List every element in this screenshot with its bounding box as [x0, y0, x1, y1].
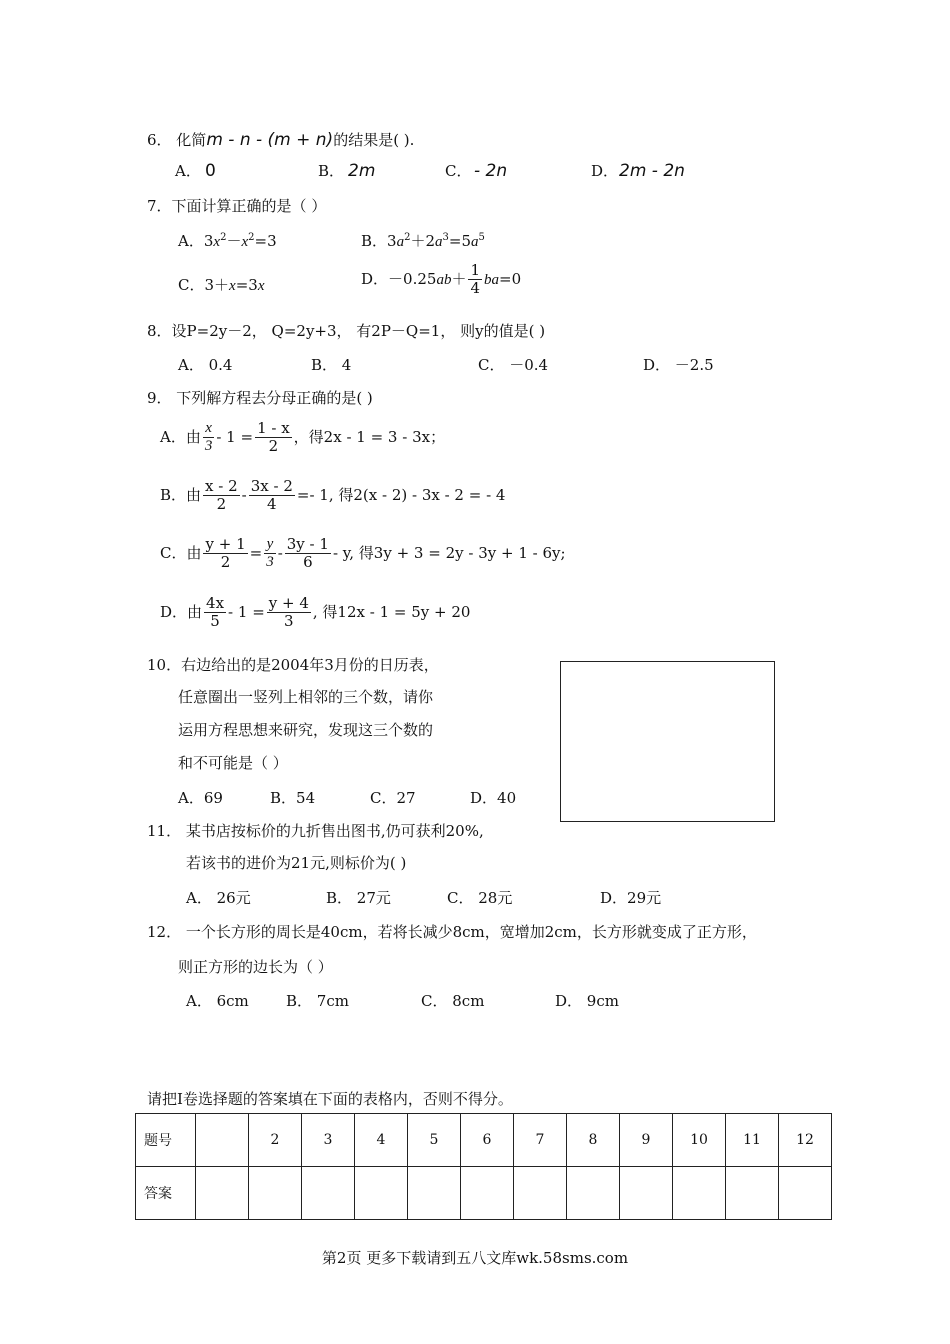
- q10-option-a: A．69: [178, 789, 223, 807]
- answer-cell[interactable]: [567, 1167, 620, 1220]
- q9-option-a: A．由 $\frac{x}{3}$ - 1 = $\frac{1 - x}{2}$ ，得2x - 1 = 3 - 3x；: [160, 419, 446, 456]
- question-10-line-3: 运用方程思想来研究，发现这三个数的: [178, 721, 434, 739]
- q7-option-b: B．$3a^2+2a^3=5a^5$: [361, 232, 485, 250]
- table-cell: 8: [567, 1114, 620, 1167]
- q10-option-d: D．40: [470, 789, 517, 807]
- q12-option-d: D． 9cm: [555, 992, 619, 1010]
- question-10-line-1: 10．右边给出的是2004年3月份的日历表，: [147, 656, 439, 674]
- q6-option-d-value: 2m - 2n: [619, 161, 685, 181]
- answer-cell[interactable]: [726, 1167, 779, 1220]
- table-cell: 11: [726, 1114, 779, 1167]
- answer-cell[interactable]: [461, 1167, 514, 1220]
- q11-option-a: A． 26元: [186, 889, 251, 907]
- q8-option-b: B． 4: [311, 356, 352, 374]
- table-cell: 7: [514, 1114, 567, 1167]
- table-cell: 4: [355, 1114, 408, 1167]
- question-9-stem: 9． 下列解方程去分母正确的是( ): [147, 389, 373, 407]
- table-row: [136, 1167, 832, 1220]
- q11-option-b: B． 27元: [326, 889, 391, 907]
- q8-option-a: A． 0.4: [178, 356, 233, 374]
- table-cell: 5: [408, 1114, 461, 1167]
- q11-option-c: C． 28元: [447, 889, 513, 907]
- q10-option-c: C．27: [370, 789, 416, 807]
- answer-cell[interactable]: [355, 1167, 408, 1220]
- question-8-stem: 8．设P=2y－2， Q=2y+3， 有2P－Q=1， 则y的值是( ): [147, 322, 546, 340]
- table-cell: 6: [461, 1114, 514, 1167]
- question-11-line-1: 11． 某书店按标价的九折售出图书,仍可获利20%,: [147, 822, 484, 840]
- answer-cell[interactable]: [196, 1167, 249, 1220]
- table-cell: 3: [302, 1114, 355, 1167]
- answer-instruction: 请把Ⅰ卷选择题的答案填在下面的表格内，否则不得分。: [147, 1090, 513, 1108]
- q10-option-b: B．54: [270, 789, 316, 807]
- answer-cell[interactable]: [408, 1167, 461, 1220]
- q12-option-b: B． 7cm: [286, 992, 349, 1010]
- q9-option-c: C．由 $\frac{y + 1}{2}$ = $\frac{y}{3}$ - $\frac{3y - 1}{6}$ - y, 得3y + 3 = 2y - 3y + 1 - 6y;: [160, 535, 566, 572]
- question-6-stem: 6． 化简m - n - (m + n)的结果是( ).: [147, 130, 415, 150]
- question-11-line-2: 若该书的进价为21元,则标价为( ): [186, 854, 407, 872]
- calendar-box: [560, 661, 775, 822]
- question-7-stem: 7．下面计算正确的是（ ）: [147, 197, 327, 215]
- row-label-answer: 答案: [136, 1167, 196, 1220]
- answer-cell[interactable]: [779, 1167, 832, 1220]
- calendar-week-row: [573, 716, 713, 732]
- calendar-week-row: [573, 732, 713, 748]
- question-10-line-2: 任意圈出一竖列上相邻的三个数，请你: [178, 688, 434, 706]
- calendar-week-row: [573, 700, 713, 716]
- q11-option-d: D．29元: [600, 889, 662, 907]
- q12-option-c: C． 8cm: [421, 992, 485, 1010]
- calendar-week-row: [573, 748, 713, 764]
- answer-cell[interactable]: [249, 1167, 302, 1220]
- q6-option-d-label: D．: [591, 162, 619, 180]
- answer-cell[interactable]: [620, 1167, 673, 1220]
- question-12-line-1: 12． 一个长方形的周长是40cm，若将长减少8cm，宽增加2cm，长方形就变成了正方形，: [147, 923, 757, 941]
- answer-cell[interactable]: [514, 1167, 567, 1220]
- table-cell: 10: [673, 1114, 726, 1167]
- q7-option-d: D．－0.25ab＋ $\frac{1}{4}$ ba=0: [361, 261, 522, 298]
- q7-option-a: A．$3x^2-x^2=3$: [178, 232, 277, 250]
- q6-option-a-label: A．: [175, 162, 201, 180]
- answer-cell[interactable]: [302, 1167, 355, 1220]
- q6-expression: m - n - (m + n): [206, 130, 334, 150]
- table-cell: 9: [620, 1114, 673, 1167]
- q6-option-c-value: - 2n: [474, 161, 508, 181]
- q7-option-c: C．3＋x=3x: [178, 276, 265, 294]
- question-12-line-2: 则正方形的边长为（ ）: [178, 958, 333, 976]
- page-footer: 第2页 更多下载请到五八文库wk.58sms.com: [321, 1249, 629, 1267]
- table-row: [136, 1114, 832, 1167]
- q8-option-c: C． －0.4: [478, 356, 549, 374]
- q12-option-a: A． 6cm: [186, 992, 249, 1010]
- table-cell: 12: [779, 1114, 832, 1167]
- answer-cell[interactable]: [673, 1167, 726, 1220]
- q9-option-b: B．由 $\frac{x - 2}{2}$ - $\frac{3x - 2}{4}$ =- 1, 得2(x - 2) - 3x - 2 = - 4: [160, 477, 506, 514]
- table-cell: [196, 1114, 249, 1167]
- question-10-line-4: 和不可能是（ ）: [178, 754, 288, 772]
- q6-option-b-value: 2m: [348, 161, 376, 181]
- table-cell: 2: [249, 1114, 302, 1167]
- q9-option-d: D．由 $\frac{4x}{5}$ - 1 = $\frac{y + 4}{3}$ , 得12x - 1 = 5y + 20: [160, 594, 471, 631]
- q6-option-c-label: C．: [445, 162, 472, 180]
- q6-option-b-label: B．: [318, 162, 345, 180]
- calendar-header-row: [573, 668, 713, 684]
- calendar-week-row: [573, 684, 713, 700]
- q6-option-a-value: 0: [205, 161, 216, 181]
- q8-option-d: D． －2.5: [643, 356, 714, 374]
- row-label-question-number: 题号: [136, 1114, 196, 1167]
- answer-table: [135, 1113, 832, 1220]
